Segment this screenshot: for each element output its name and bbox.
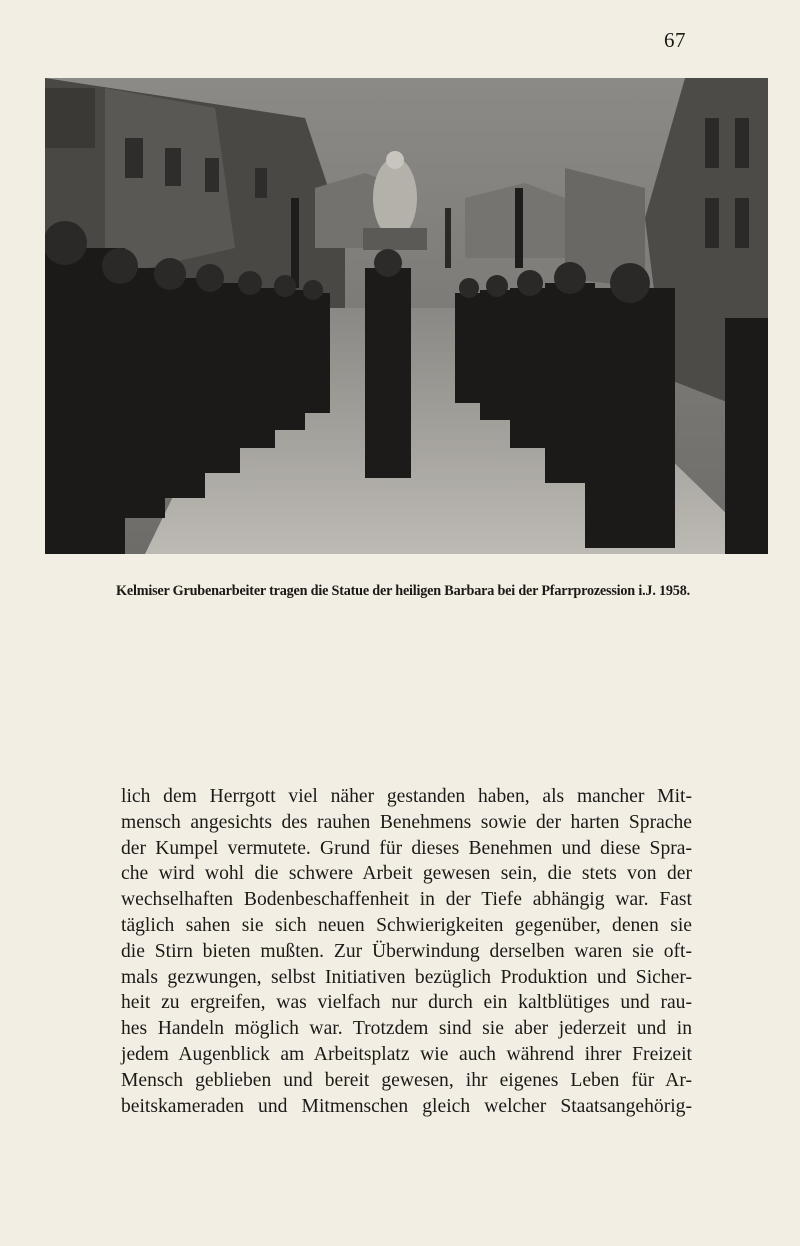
text-line: Mensch geblieben und bereit gewesen, ihr eigenes Leben für Ar- [121, 1069, 692, 1091]
text-line: che wird wohl die schwere Arbeit gewesen sein, die stets von der [121, 863, 692, 885]
page-number: 67 [664, 28, 686, 52]
text-line: heit zu ergreifen, was vielfach nur durch ein kaltblütiges und rau- [121, 992, 692, 1014]
text-line: lich dem Herrgott viel näher gestanden haben, als mancher Mit- [121, 786, 692, 807]
text-line: hes Handeln möglich war. Trotzdem sind sie aber jederzeit und in [121, 1018, 692, 1040]
photo-caption: Kelmiser Grubenarbeiter tragen die Statue der heiligen Barbara bei der Pfarrprozession i.J. 1958. [116, 583, 690, 599]
text-line: mensch angesichts des rauhen Benehmens sowie der harten Sprache [121, 811, 692, 833]
text-line: jedem Augenblick am Arbeitsplatz wie auch während ihrer Freizeit [121, 1043, 692, 1065]
procession-photo-icon [45, 78, 768, 554]
text-line: die Stirn bieten mußten. Zur Überwindung derselben waren sie oft- [121, 940, 692, 962]
text-line: wechselhaften Bodenbeschaffenheit in der Tiefe abhängig war. Fast [121, 889, 692, 911]
text-line: beitskameraden und Mitmenschen gleich welcher Staatsangehörig- [121, 1095, 692, 1117]
text-line: mals gezwungen, selbst Initiativen bezüglich Produktion und Sicher- [121, 966, 692, 988]
text-line: der Kumpel vermutete. Grund für dieses Benehmen und diese Spra- [121, 837, 692, 859]
body-text [121, 784, 692, 1119]
text-line: täglich sahen sie sich neuen Schwierigkeiten gegenüber, denen sie [121, 914, 692, 936]
procession-photo [45, 78, 768, 554]
